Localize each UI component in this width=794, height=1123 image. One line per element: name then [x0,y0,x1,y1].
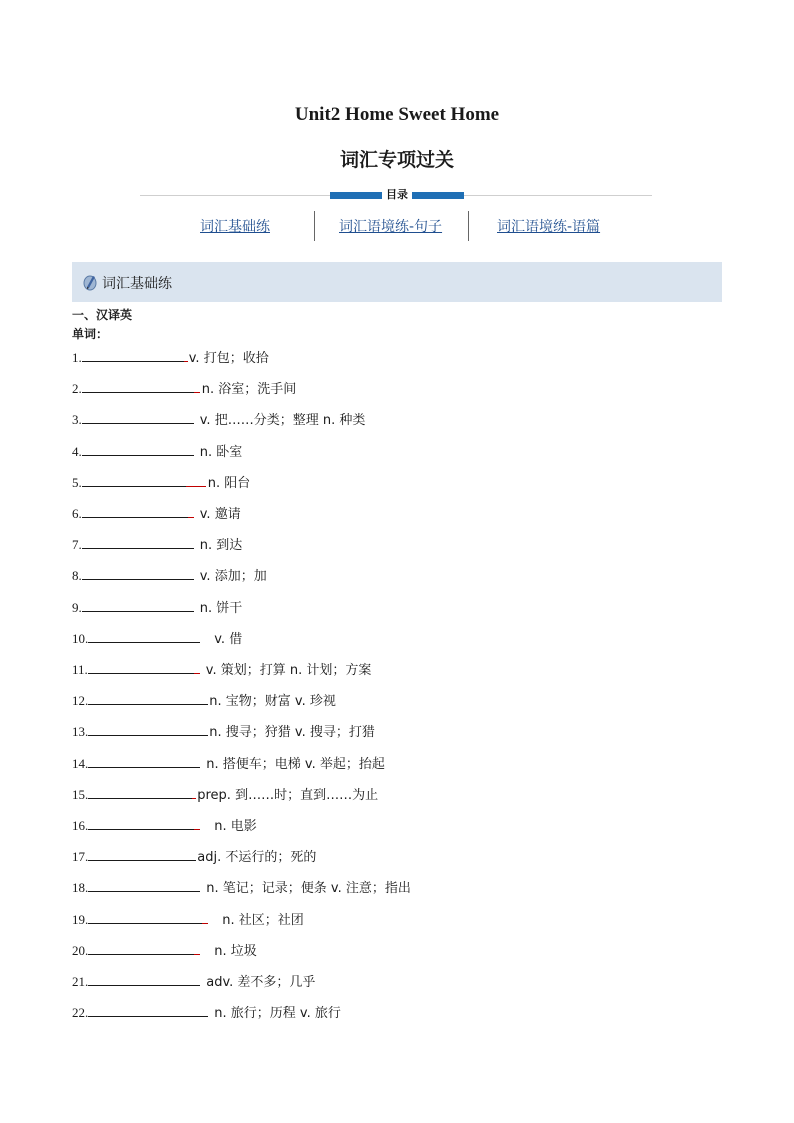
toc-nav [0,211,794,241]
answer-blank[interactable] [82,565,194,580]
item-meaning: v. 打包；收拾 [188,351,269,366]
toc-accent-right [412,192,464,199]
item-meaning: v. 添加；加 [199,569,267,585]
vocab-item [72,628,242,650]
item-meaning: n. 到达 [199,538,243,554]
answer-blank[interactable] [88,784,196,799]
vocab-item [72,846,316,868]
answer-blank[interactable] [88,721,208,736]
item-number: 20. [72,942,89,958]
item-number: 3. [72,412,82,428]
vocab-item [72,472,250,494]
vocab-item [72,815,257,837]
vocab-item [72,441,242,463]
section-header [72,262,722,302]
answer-blank[interactable] [82,503,194,518]
item-number: 8. [72,568,82,584]
item-number: 17. [72,849,89,865]
item-meaning: v. 策划；打算 n. 计划；方案 [205,663,372,678]
item-number: 21. [72,974,89,989]
toc-link-basic[interactable]: 词汇基础练 [200,219,270,235]
answer-blank[interactable] [88,753,200,768]
toc-accent-left [330,192,382,199]
vocab-item [72,940,257,962]
item-meaning: n. 宝物；财富 v. 珍视 [209,694,336,710]
item-number: 4. [72,443,82,459]
item-number: 7. [72,537,82,553]
item-meaning: n. 社区；社团 [222,912,304,928]
answer-blank[interactable] [88,909,208,924]
item-number: 2. [72,381,82,397]
vocab-item [72,565,267,587]
item-number: 14. [72,755,89,771]
item-meaning: n. 卧室 [199,444,243,460]
item-number: 16. [72,818,89,833]
answer-blank[interactable] [88,690,208,705]
item-number: 18. [72,880,89,896]
toc-separator [314,211,315,241]
item-meaning: n. 饼干 [199,600,243,616]
item-meaning: n. 浴室；洗手间 [201,382,297,398]
answer-blank[interactable] [88,971,200,986]
item-number: 6. [72,506,82,521]
item-meaning: n. 电影 [214,819,257,834]
item-number: 15. [72,786,89,802]
blank-red-underline [186,486,206,487]
toc-link-passage[interactable]: 词汇语境练-语篇 [497,219,601,235]
answer-blank[interactable] [88,877,200,892]
page-title: Unit2 Home Sweet Home [294,104,500,125]
pencil-note-icon [82,273,98,291]
vocab-item [72,534,242,556]
item-number: 5. [72,474,82,490]
words-label: 单词： [72,327,109,341]
vocab-item [72,597,242,619]
item-meaning: n. 旅行；历程 v. 旅行 [214,1006,341,1022]
answer-blank[interactable] [88,846,196,861]
vocab-item [72,409,365,431]
item-meaning: n. 搜寻；狩猎 v. 搜寻；打猎 [209,725,375,741]
item-number: 10. [72,630,89,646]
answer-blank[interactable] [82,472,206,487]
item-meaning: adj. 不运行的；死的 [197,850,317,866]
blank-red-underline [194,829,200,830]
vocab-item [72,753,385,775]
answer-blank[interactable] [88,659,200,674]
toc-link-sentence[interactable]: 词汇语境练-句子 [339,219,443,235]
blank-red-underline [188,517,194,518]
answer-blank[interactable] [82,597,194,612]
section-title: 词汇基础练 [102,276,172,292]
answer-blank[interactable] [88,940,200,955]
blank-red-underline [184,361,188,362]
item-meaning: n. 搭便车；电梯 v. 举起；抬起 [206,756,385,772]
blank-red-underline [194,673,200,674]
item-meaning: prep. 到……时；直到……为止 [197,787,379,803]
item-number: 12. [72,693,89,709]
vocab-item [72,690,336,712]
item-meaning: v. 邀请 [199,507,241,522]
vocab-item [72,909,304,931]
vocab-item [72,971,315,993]
item-meaning: adv. 差不多；几乎 [206,975,316,990]
answer-blank[interactable] [82,347,188,362]
page-subtitle: 词汇专项过关 [339,149,454,171]
item-meaning: n. 笔记；记录；便条 v. 注意；指出 [206,881,411,897]
vocab-item [72,877,411,899]
answer-blank[interactable] [82,378,200,393]
item-number: 11. [72,662,88,677]
toc-separator [468,211,469,241]
answer-blank[interactable] [82,441,194,456]
vocab-item [72,378,296,400]
item-meaning: n. 阳台 [207,475,251,491]
item-meaning: n. 垃圾 [214,943,257,959]
item-number: 19. [72,911,89,927]
answer-blank[interactable] [82,534,194,549]
item-number: 9. [72,599,82,615]
part-title: 一、汉译英 [72,308,133,322]
vocab-item [72,721,375,743]
vocab-item [72,659,371,681]
blank-red-underline [192,798,196,799]
blank-red-underline [194,392,200,393]
item-number: 22. [72,1005,89,1021]
vocab-item [72,347,269,369]
vocab-item [72,1002,341,1024]
item-meaning: v. 把……分类；整理 n. 种类 [199,413,366,429]
vocab-item [72,784,378,806]
item-number: 13. [72,724,89,740]
blank-red-underline [194,954,200,955]
item-number: 1. [72,350,82,365]
blank-red-underline [202,923,208,924]
answer-blank[interactable] [88,1002,208,1017]
vocab-item [72,503,241,525]
item-meaning: v. 借 [214,631,243,647]
toc-label: 目录 [382,186,412,202]
answer-blank[interactable] [88,628,200,643]
answer-blank[interactable] [82,409,194,424]
answer-blank[interactable] [88,815,200,830]
